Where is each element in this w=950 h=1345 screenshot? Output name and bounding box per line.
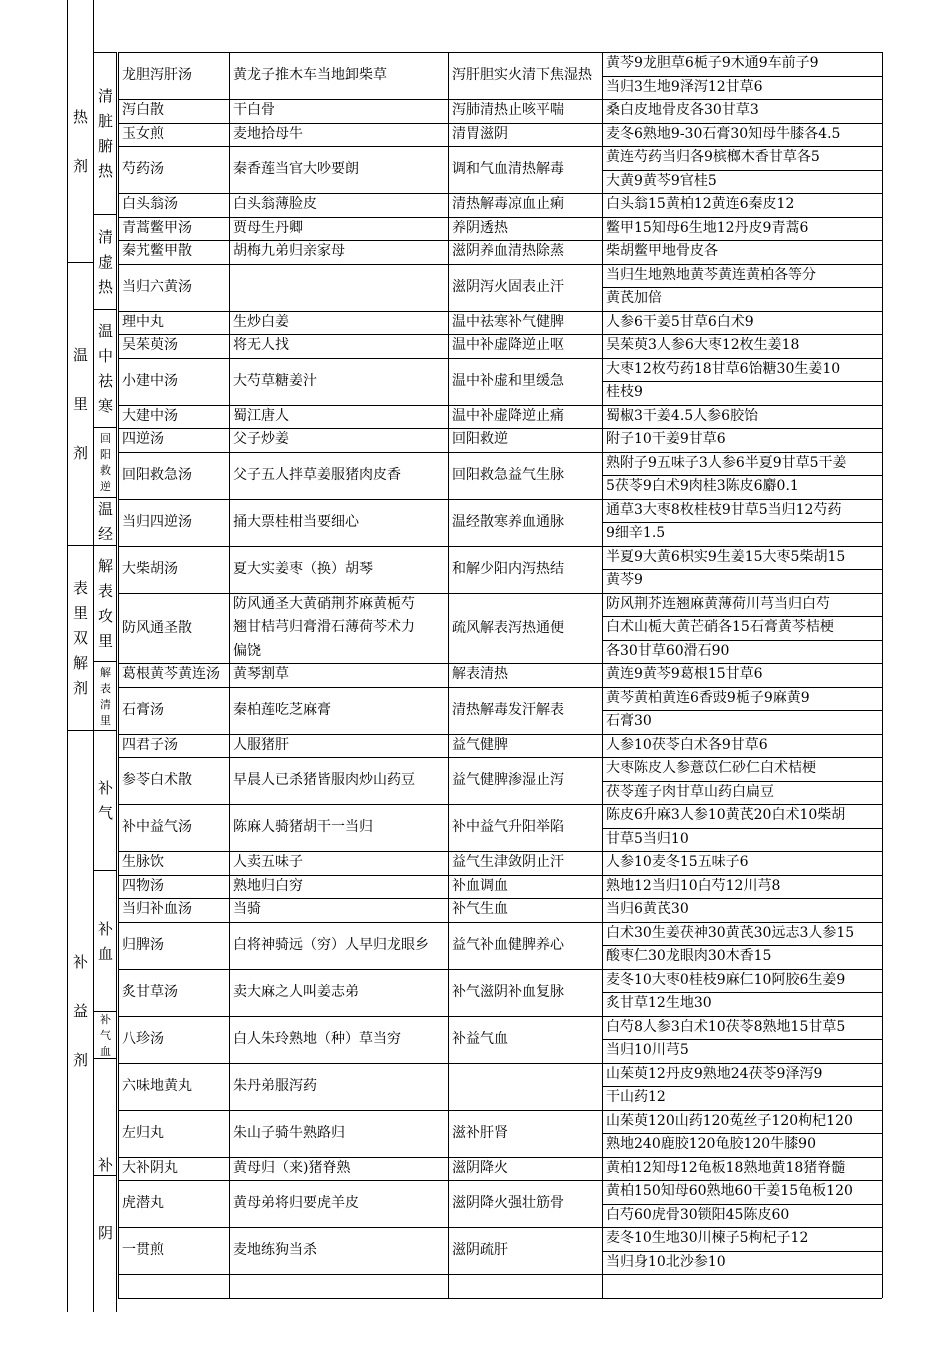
row-divider (93, 730, 117, 731)
category-label-char: 里 (72, 395, 88, 413)
formula-mnemonic: 人卖五味子 (233, 854, 303, 870)
row-divider (118, 405, 882, 406)
formula-ingredients: 干山药12 (606, 1089, 666, 1105)
row-divider (602, 1251, 882, 1252)
subcategory-label-char: 脏 (97, 112, 113, 130)
formula-ingredients: 黄连9黄芩9葛根15甘草6 (606, 666, 763, 682)
row-divider (118, 146, 882, 147)
formula-mnemonic: 麦地练狗当杀 (233, 1242, 317, 1258)
formula-name: 石膏汤 (122, 701, 164, 718)
formula-mnemonic: 黄琴割草 (233, 666, 289, 682)
formula-ingredients: 陈皮6升麻3人参10黄芪20白术10柴胡 (606, 807, 846, 823)
subcategory-label-char: 寒 (97, 397, 113, 415)
formula-effect: 温中补虚降逆止痛 (452, 407, 564, 424)
formula-effect: 调和气血清热解毒 (452, 161, 564, 177)
formula-effect: 和解少阳内泻热结 (452, 560, 564, 577)
formula-ingredients: 黄柏150知母60熟地60干姜15龟板120 (606, 1183, 853, 1199)
formula-name: 玉女煎 (122, 125, 164, 142)
formula-effect: 温经散寒养血通脉 (452, 513, 564, 530)
formula-effect: 滋阴养血清热除蒸 (452, 243, 564, 259)
formula-name: 泻白散 (122, 102, 164, 118)
subcategory-label-char: 温 (97, 500, 113, 518)
row-divider (118, 217, 882, 218)
row-divider (118, 1227, 882, 1228)
row-divider (118, 1110, 882, 1111)
formula-ingredients: 人参6干姜5甘草6白术9 (606, 313, 754, 330)
formula-name: 归脾汤 (122, 936, 164, 953)
row-divider (118, 428, 882, 429)
formula-effect: 解表清热 (452, 666, 508, 682)
row-divider (602, 475, 882, 476)
formula-effect: 补中益气升阳举陷 (452, 819, 564, 835)
formula-ingredients: 黄连芍药当归各9槟榔木香甘草各5 (606, 149, 820, 165)
formula-ingredients: 黄芩9龙胆草6栀子9木通9车前子9 (606, 55, 819, 71)
formula-ingredients: 当归3生地9泽泻12甘草6 (606, 78, 763, 95)
row-divider (602, 569, 882, 570)
subcategory-label-char: 救 (100, 464, 111, 477)
subcategory-label-char: 温 (97, 322, 113, 340)
row-divider (602, 76, 882, 77)
formula-name: 虎潜丸 (122, 1195, 164, 1211)
row-divider (602, 616, 882, 617)
formula-ingredients: 白芍60虎骨30锁阳45陈皮60 (606, 1206, 790, 1223)
formula-effect: 温中补虚和里缓急 (452, 372, 564, 389)
formula-mnemonic: 早晨人已杀猪皆服肉炒山药豆 (233, 772, 415, 788)
subcategory-label (94, 427, 117, 497)
column-divider (229, 52, 230, 1298)
formula-effect (448, 1274, 602, 1298)
row-divider (118, 1016, 882, 1017)
formula-name: 参苓白术散 (122, 772, 192, 788)
formula-effect: 滋阴降火强壮筋骨 (452, 1195, 564, 1211)
formula-ingredients: 黄芩9 (606, 572, 643, 588)
formula-ingredients: 大枣12枚芍药18甘草6饴糖30生姜10 (606, 360, 841, 377)
formula-mnemonic: 朱山子骑牛熟路归 (233, 1124, 345, 1141)
formula-name: 回阳救急汤 (122, 466, 192, 483)
formula-effect: 益气生津敛阴止汗 (452, 854, 564, 870)
formula-name: 左归丸 (122, 1124, 164, 1141)
row-divider (93, 1175, 117, 1176)
formula-name: 补中益气汤 (122, 819, 192, 835)
formula-name: 四逆汤 (122, 431, 164, 447)
category-label-char: 热 (72, 108, 88, 126)
formula-effect (448, 1063, 602, 1110)
category-label-char: 益 (72, 1001, 88, 1020)
formula-mnemonic: 父子炒姜 (233, 431, 289, 447)
category-label (68, 545, 93, 730)
row-divider (67, 730, 93, 731)
formula-mnemonic: 大芍草糖姜汁 (233, 372, 317, 389)
formula-ingredients: 当归6黄芪30 (606, 901, 689, 917)
row-divider (602, 522, 882, 523)
formula-name (118, 1274, 229, 1298)
formula-ingredients: 白术山栀大黄芒硝各15石膏黄芩桔梗 (606, 619, 834, 635)
formula-name: 大建中汤 (122, 407, 178, 424)
row-divider (602, 710, 882, 711)
formula-ingredients (602, 1274, 882, 1298)
subcategory-label-char: 补 (97, 919, 113, 938)
formula-effect: 补益气血 (452, 1030, 508, 1047)
row-divider (602, 1086, 882, 1087)
formula-effect: 清热解毒发汗解表 (452, 701, 564, 718)
row-divider (93, 1011, 117, 1012)
formula-effect: 回阳救逆 (452, 431, 508, 447)
formula-ingredients: 石膏30 (606, 713, 652, 729)
formula-mnemonic: 捅大票桂柑当要细心 (233, 513, 359, 530)
formula-mnemonic: 熟地归白穷 (233, 877, 303, 894)
formula-ingredients: 9细辛1.5 (606, 525, 666, 541)
formula-mnemonic: 黄母弟将归要虎羊皮 (233, 1195, 359, 1211)
subcategory-label (94, 497, 117, 545)
formula-name: 芍药汤 (122, 161, 164, 177)
formula-mnemonic: 陈麻人骑猪胡干一当归 (233, 819, 373, 835)
subcategory-label-char: 表 (100, 681, 111, 695)
formula-effect: 滋补肝肾 (452, 1124, 508, 1141)
category-label (68, 262, 93, 545)
formula-mnemonic: 黄龙子推木车当地卸柴草 (233, 67, 387, 83)
subcategory-label-char: 里 (97, 632, 113, 650)
formula-effect: 滋阴降火 (452, 1159, 508, 1176)
row-divider (602, 170, 882, 171)
formula-effect: 温中祛寒补气健脾 (452, 313, 564, 330)
column-divider (116, 52, 117, 1312)
formula-mnemonic: 白人朱玲熟地（种）草当穷 (233, 1030, 401, 1047)
formula-mnemonic (229, 1274, 448, 1298)
subcategory-label (94, 1011, 117, 1058)
row-divider (118, 264, 882, 265)
row-divider (93, 497, 117, 498)
formula-effect: 滋阴泻火固表止汗 (452, 278, 564, 295)
formula-effect: 清胃滋阴 (452, 125, 508, 142)
formula-mnemonic: 胡梅九弟归亲家母 (233, 243, 345, 259)
row-divider (118, 593, 882, 594)
row-divider (118, 804, 882, 805)
formula-mnemonic: 蜀江唐人 (233, 407, 289, 424)
row-divider (118, 851, 882, 852)
row-divider (93, 309, 117, 310)
subcategory-label-char: 里 (100, 713, 111, 727)
subcategory-label-char: 经 (97, 525, 113, 543)
category-label-char: 剂 (72, 679, 88, 697)
subcategory-label-char: 解 (97, 557, 113, 575)
formula-mnemonic: 将无人找 (233, 337, 289, 353)
formula-ingredients: 白芍8人参3白术10茯苓8熟地15甘草5 (606, 1018, 846, 1035)
formula-ingredients: 黄柏12知母12龟板18熟地黄18猪脊髓 (606, 1159, 846, 1176)
formula-effect: 清热解毒凉血止痢 (452, 196, 564, 212)
formula-name: 小建中汤 (122, 372, 178, 389)
subcategory-label (94, 214, 117, 309)
formula-mnemonic: 偏饶 (233, 642, 261, 659)
subcategory-label-char: 攻 (97, 607, 113, 625)
subcategory-label-char: 逆 (100, 480, 111, 493)
row-divider (118, 898, 882, 899)
formula-effect: 泻肝胆实火清下焦湿热 (452, 67, 592, 83)
subcategory-label-char: 阴 (97, 1224, 113, 1242)
formula-ingredients: 熟地240鹿胶120龟胶120牛膝90 (606, 1136, 816, 1152)
formula-ingredients: 甘草5当归10 (606, 830, 689, 847)
formula-ingredients: 5茯苓9白术9肉桂3陈皮6麝0.1 (606, 478, 799, 494)
formula-ingredients: 人参10麦冬15五味子6 (606, 854, 749, 870)
subcategory-label-char: 阳 (100, 448, 111, 461)
formula-ingredients: 鳖甲15知母6生地12丹皮9青蒿6 (606, 219, 809, 236)
subcategory-label-char: 补 (100, 1012, 111, 1026)
row-divider (118, 734, 882, 735)
subcategory-label-char: 清 (100, 697, 111, 711)
subcategory-label-char: 清 (97, 228, 113, 246)
formula-name: 防风通圣散 (122, 619, 192, 636)
formula-effect: 回阳救急益气生脉 (452, 466, 564, 483)
row-divider (118, 969, 882, 970)
row-divider (67, 262, 93, 263)
formula-name: 青蒿鳖甲汤 (122, 219, 192, 236)
formula-name: 炙甘草汤 (122, 983, 178, 1000)
formula-effect: 补气生血 (452, 901, 508, 917)
formula-effect: 补血调血 (452, 877, 508, 894)
formula-ingredients: 茯苓莲子肉甘草山药白扁豆 (606, 783, 774, 800)
formula-effect: 益气健脾渗湿止泻 (452, 772, 564, 788)
category-label-char: 补 (72, 952, 88, 971)
row-divider (93, 427, 117, 428)
formula-ingredients: 蜀椒3干姜4.5人参6胶饴 (606, 407, 759, 424)
row-divider (118, 499, 882, 500)
row-divider (118, 1063, 882, 1064)
subcategory-label-char: 腑 (97, 137, 113, 155)
formula-ingredients: 酸枣仁30龙眼肉30木香15 (606, 948, 772, 964)
row-divider (118, 358, 882, 359)
row-divider (67, 545, 93, 546)
category-label-char: 剂 (72, 1050, 88, 1069)
formula-name: 八珍汤 (122, 1030, 164, 1047)
formula-ingredients: 人参10茯苓白术各9甘草6 (606, 736, 768, 753)
row-divider (602, 1204, 882, 1205)
formula-mnemonic: 人服猪肝 (233, 736, 289, 753)
category-label (68, 20, 93, 262)
formula-name: 葛根黄芩黄连汤 (122, 666, 220, 682)
subcategory-label-char: 表 (97, 582, 113, 600)
row-divider (118, 1157, 882, 1158)
row-divider (118, 334, 882, 335)
subcategory-label (94, 1175, 117, 1290)
formula-mnemonic: 父子五人拌草姜服猪肉皮香 (233, 466, 401, 483)
subcategory-label (94, 661, 117, 730)
formula-ingredients: 当归生地熟地黄芩黄连黄柏各等分 (606, 266, 816, 283)
subcategory-label-char: 补 (97, 1156, 113, 1174)
row-divider (93, 52, 117, 53)
formula-ingredients: 白头翁15黄柏12黄连6秦皮12 (606, 196, 795, 212)
row-divider (93, 214, 117, 215)
formula-name: 当归补血汤 (122, 901, 192, 917)
formula-name: 当归四逆汤 (122, 513, 192, 530)
category-label-char: 里 (72, 604, 88, 622)
row-divider (118, 452, 882, 453)
formula-ingredients: 黄芩黄柏黄连6香豉9栀子9麻黄9 (606, 689, 810, 706)
subcategory-label (94, 870, 117, 1011)
row-divider (602, 781, 882, 782)
formula-ingredients: 麦冬10生地30川楝子5枸杞子12 (606, 1230, 809, 1246)
subcategory-label-char: 解 (100, 665, 111, 679)
row-divider (118, 311, 882, 312)
row-divider (118, 875, 882, 876)
row-divider (602, 287, 882, 288)
formula-ingredients: 桑白皮地骨皮各30甘草3 (606, 102, 759, 118)
formula-ingredients: 大黄9黄芩9官桂5 (606, 172, 717, 189)
formula-ingredients: 当归10川芎5 (606, 1042, 689, 1058)
row-divider (602, 1039, 882, 1040)
formula-ingredients: 防风荆芥连翘麻黄薄荷川芎当归白芍 (606, 595, 830, 612)
subcategory-label (94, 1058, 117, 1175)
subcategory-label (94, 545, 117, 661)
formula-ingredients: 半夏9大黄6枳实9生姜15大枣5柴胡15 (606, 548, 846, 565)
formula-name: 大柴胡汤 (122, 560, 178, 577)
formula-mnemonic: 生炒白姜 (233, 313, 289, 330)
row-divider (118, 546, 882, 547)
formula-mnemonic: 夏大实姜枣（换）胡琴 (233, 560, 373, 577)
formula-name: 大补阴丸 (122, 1159, 178, 1176)
formula-ingredients: 炙甘草12生地30 (606, 995, 712, 1011)
formula-ingredients: 黄芪加倍 (606, 290, 662, 306)
formula-name: 六味地黄丸 (122, 1077, 192, 1094)
row-divider (118, 1274, 882, 1275)
row-divider (93, 545, 117, 546)
row-divider (118, 1180, 882, 1181)
formula-effect: 滋阴疏肝 (452, 1242, 508, 1258)
subcategory-label-char: 补 (97, 779, 113, 797)
formula-mnemonic: 黄母归（来)猪脊熟 (233, 1159, 351, 1176)
formula-name: 当归六黄汤 (122, 278, 192, 295)
formula-mnemonic: 麦地拾母牛 (233, 125, 303, 142)
subcategory-label (94, 309, 117, 427)
row-divider (118, 240, 882, 241)
row-divider (602, 381, 882, 382)
formula-ingredients: 山茱萸12丹皮9熟地24茯苓9泽泻9 (606, 1065, 823, 1082)
subcategory-label-char: 祛 (97, 372, 113, 390)
row-divider (93, 1058, 117, 1059)
formula-mnemonic: 翘甘桔芎归膏滑石薄荷芩术力 (233, 619, 415, 635)
subcategory-label-char: 虚 (97, 253, 113, 271)
formula-name: 生脉饮 (122, 854, 164, 870)
formula-effect: 补气滋阴补血复脉 (452, 983, 564, 1000)
row-divider (602, 1133, 882, 1134)
row-divider (602, 640, 882, 641)
formula-mnemonic: 当骑 (233, 901, 261, 917)
formula-effect: 益气补血健脾养心 (452, 936, 564, 953)
subcategory-label-char: 血 (97, 944, 113, 963)
formula-effect: 养阴透热 (452, 219, 508, 236)
formula-name: 白头翁汤 (122, 196, 178, 212)
formula-name: 四物汤 (122, 877, 164, 894)
category-label-char: 双 (72, 629, 88, 647)
subcategory-label-char: 中 (97, 347, 113, 365)
row-divider (602, 828, 882, 829)
subcategory-label-char: 气 (97, 804, 113, 822)
formula-ingredients: 桂枝9 (606, 384, 643, 400)
formula-mnemonic: 白将神骑远（穷）人早归龙眼乡 (233, 936, 429, 953)
formula-ingredients: 当归身10北沙参10 (606, 1253, 726, 1270)
row-divider (93, 661, 117, 662)
formula-name: 秦艽鳖甲散 (122, 243, 192, 259)
row-divider (118, 687, 882, 688)
formula-mnemonic: 秦柏莲吃芝麻膏 (233, 701, 331, 718)
subcategory-label-char: 回 (100, 432, 111, 445)
row-divider (118, 123, 882, 124)
formula-mnemonic: 白头翁薄脸皮 (233, 196, 317, 212)
row-divider (118, 922, 882, 923)
category-label-char: 表 (72, 579, 88, 597)
formula-ingredients: 柴胡鳖甲地骨皮各 (606, 243, 718, 259)
subcategory-label-char: 清 (97, 87, 113, 105)
formula-ingredients: 麦冬10大枣0桂枝9麻仁10阿胶6生姜9 (606, 971, 846, 988)
column-divider (602, 52, 603, 1298)
column-divider (448, 52, 449, 1298)
column-divider (118, 52, 119, 1298)
category-label-char: 剂 (72, 444, 88, 462)
row-divider (118, 757, 882, 758)
subcategory-label-char: 气 (100, 1028, 111, 1042)
formula-ingredients: 熟地12当归10白芍12川芎8 (606, 877, 781, 894)
formula-effect: 泻肺清热止咳平喘 (452, 102, 564, 118)
formula-ingredients: 麦冬6熟地9-30石膏30知母牛膝各4.5 (606, 125, 841, 142)
formula-ingredients: 白术30生姜茯神30黄芪30远志3人参15 (606, 924, 855, 941)
formula-mnemonic: 朱丹弟服泻药 (233, 1077, 317, 1094)
formula-ingredients: 各30甘草60滑石90 (606, 642, 730, 659)
formula-ingredients: 附子10干姜9甘草6 (606, 431, 726, 447)
formula-effect: 益气健脾 (452, 736, 508, 753)
subcategory-label (94, 52, 117, 214)
subcategory-label-char: 热 (97, 278, 113, 296)
formula-mnemonic: 秦香莲当官大吵要朗 (233, 161, 359, 177)
row-divider (118, 52, 882, 53)
category-label-char: 温 (72, 346, 88, 364)
category-label-char: 解 (72, 654, 88, 672)
subcategory-label-char: 热 (97, 162, 113, 180)
formula-name: 一贯煎 (122, 1242, 164, 1258)
formula-name: 龙胆泻肝汤 (122, 67, 192, 83)
formula-name: 吴茱萸汤 (122, 337, 178, 353)
formula-name: 理中丸 (122, 313, 164, 330)
column-divider (882, 52, 883, 1298)
formula-mnemonic: 防风通圣大黄硝荆芥麻黄栀芍 (233, 595, 415, 612)
formula-mnemonic: 卖大麻之人叫姜志弟 (233, 983, 359, 1000)
row-divider (118, 193, 882, 194)
formula-effect: 温中补虚降逆止呕 (452, 337, 564, 353)
formula-ingredients: 通草3大枣8枚桂枝9甘草5当归12芍药 (606, 501, 842, 518)
row-divider (118, 663, 882, 664)
formula-effect: 疏风解表泻热通便 (452, 619, 564, 636)
formula-name: 四君子汤 (122, 736, 178, 753)
formula-ingredients: 熟附子9五味子3人参6半夏9甘草5干姜 (606, 454, 847, 471)
row-divider (118, 99, 882, 100)
subcategory-label (94, 730, 117, 870)
formula-mnemonic: 干白骨 (233, 102, 275, 118)
row-divider (118, 1298, 882, 1299)
formula-ingredients: 山茱萸120山药120菟丝子120枸杞120 (606, 1112, 853, 1129)
category-label (68, 730, 93, 1290)
row-divider (602, 945, 882, 946)
formula-mnemonic (229, 264, 448, 311)
category-label-char: 剂 (72, 157, 88, 175)
row-divider (602, 992, 882, 993)
row-divider (93, 870, 117, 871)
formula-mnemonic: 贾母生丹卿 (233, 219, 303, 236)
formula-ingredients: 吴茱萸3人参6大枣12枚生姜18 (606, 337, 800, 353)
subcategory-label-char: 血 (100, 1044, 111, 1058)
formula-ingredients: 大枣陈皮人参薏苡仁砂仁白术桔梗 (606, 760, 816, 776)
